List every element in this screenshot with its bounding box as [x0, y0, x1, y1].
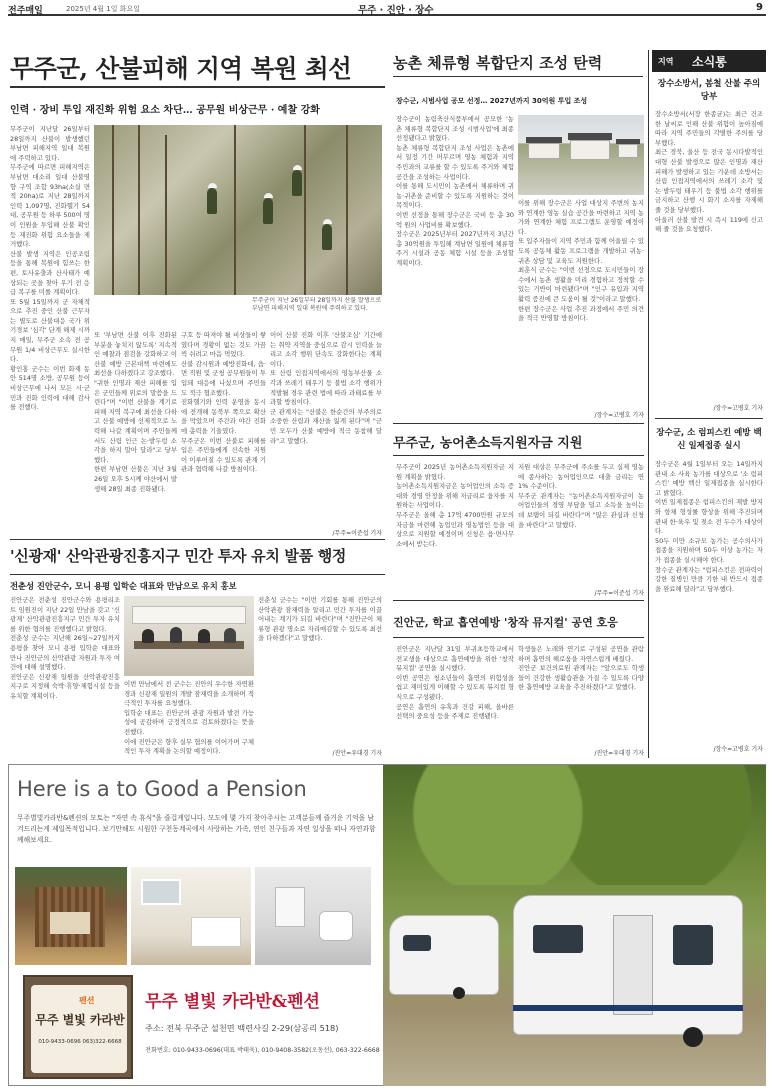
article-column: 이어 산불 진화 이후 '산불조심' 기간에는 취약 지역을 중심으로 감시 인력을 늘리고 소각 행위 단속도 강화한다는 계획이다. 또 산림 인접지역에서의 영농부산물 소각과 쓰레기 태우기 등 불법 소각 행위가 적발될 경우 관련 법에 따라 과태료를 부과할 방침이다. 군 관계자는 "산불은 한순간의 부주의로 소중한 산림과 재산을 잃게 된다"며 "군민 모두가 산불 예방에 적극 동참해 달라"고 말했다.	[270, 331, 382, 445]
article-byline: /진안=우대경 기자	[332, 750, 382, 757]
article-byline: /진안=우대경 기자	[594, 750, 644, 757]
article-column: 이를 위해 장수군은 사업 대상지 주변의 농지와 연계한 영농 실습 공간을 마련하고 지역 농가와 연계한 체험 프로그램도 운영할 예정이다. 또 입주자들이 지역 주민과 함께 어울릴 수 있도록 공동체 활동 프로그램을 개발하고 귀농·귀촌 상담 및 교육도 지원한다. 최훈식 군수는 "이번 선정으로 도시민들이 장수에서 농촌 생활을 미리 경험하고 정착할 수 있는 기반이 마련됐다"며 "인구 유입과 지역 활력 증진에 큰 도움이 될 것"이라고 말했다. 한편 장수군은 사업 추진 과정에서 주민 의견을 적극 반영할 방침이다.	[518, 199, 644, 323]
article-column: 지원 대상은 무주군에 주소를 두고 실제 영농에 종사하는 농어업인으로 대출 금리는 연 1% 수준이다. 무주군 관계자는 "농어촌소득지원자금이 농어업인들의 경영 부담을 덜고 소득을 높이는 데 보탬이 되길 바란다"며 "많은 관심과 신청을 바란다"고 말했다.	[518, 463, 644, 529]
headline-forest-fire: 무주군, 산불피해 지역 복원 최선	[10, 54, 352, 83]
pension-sign	[23, 975, 133, 1079]
headline-rule	[393, 637, 644, 638]
article-column: 진안군은 전춘성 진안군수와 용평리조트 임원진이 지난 22일 만남을 갖고 '신광재' 산악관광진흥지구 민간 투자 유치를 위한 협의를 진행했다고 밝혔다. 전춘성 군수는 지난해 26일~27일까지 용평을 찾아 모니 용평 입학순 대표와 만나 진안군의 산악관광 자원과 투자 여건에 대해 설명했다. 진안군은 신광재 일원을 산악관광진흥지구로 지정해 숙박·휴양·체험시설 등을 유치할 계획이다.	[10, 596, 120, 700]
article-byline: /무주=이준섭 기자	[594, 590, 644, 597]
headline-school-musical: 진안군, 학교 흡연예방 '창작 뮤지컬' 공연 호응	[393, 616, 618, 629]
section-divider	[393, 600, 644, 601]
bathroom-photo	[255, 867, 371, 965]
article-byline: /무주=이준섭 기자	[332, 530, 382, 537]
sign-small-text: 펜션	[79, 996, 95, 1005]
section-divider	[10, 539, 385, 540]
article-column: 무주군이 지난달 26일부터 28일까지 산불이 발생했던 부남면 피해지역 일대 복원에 주력하고 있다. 무주군에 따르면 피해지역은 부남면 대소리 일대 산불영향 구역 조합 93ha(소실 면적 20ha)로 지난 28일까지 인력 1,097명, 진화헬기 54대, 공무원 등 하루 500여 명이 인원을 투입해 산불 확인 등 재진화 위험 요소들을 제거했다. 산불 발생 지역은 인공조림 등을 통해 복원에 힘쓰는 한편, 토사유출과 산사태가 예상되는 곳을 찾아 우기 전 응급 복구를 미룰 계획이다. 또 5월 15일까지 군 자체적으로 추진 중인 산불 근무자는 별도로 산불대응 국가 위기경보 '심각' 단계 해제 시까지 매일, 무주군 소속 전 공무원 1/4 비상근무도 실시한다. 황인홍 군수는 이번 화재 동안 514명 소방, 공무원 등이 비상근무에 나서 모든 시·군민과 진화 인력에 대해 감사를 전했다.	[10, 125, 90, 412]
rural-complex-photo	[518, 115, 644, 195]
ad-phone: 전화번호: 010-9433-0696(대표 박태욱), 010-9408-3582(오동선), 063-322-6668	[145, 1047, 380, 1054]
sign-name: 무주 별빛 카라반	[35, 1013, 125, 1027]
newspaper-name: 전주매일	[8, 6, 43, 16]
headline-rule	[393, 455, 644, 456]
headline-rural-complex: 농촌 체류형 복합단지 조성 탄력	[393, 54, 603, 72]
article-byline: /장수=고병호 기자	[713, 405, 763, 412]
section-title: 무주 · 진안 · 장수	[358, 5, 434, 16]
caravan-photo	[383, 765, 766, 1086]
subheadline-rural-complex: 장수군, 시범사업 공모 선정… 2027년까지 30억원 투입 조성	[396, 97, 588, 105]
section-divider	[393, 423, 644, 424]
article-byline: /장수=고병호 기자	[713, 746, 763, 753]
ad-intro: 무주별빛카라반&펜션의 모토는 "자연 속 휴식"을 즐겁게입니다. 모도에 몇 가지 찾아주시는 고객분들께 즐거운 기억을 남겨드리는게 제일목적입니다. 보기만해도 시원한 구천동계곡에서 사랑하는 가족, 연인 친구들과 자연 일상을 떠나 자연과함께해보세요.	[17, 814, 376, 844]
headline-rule	[393, 76, 643, 77]
pension-advertisement	[8, 764, 766, 1086]
interior-photo	[131, 867, 251, 965]
article-byline: /장수=고병호 기자	[594, 412, 644, 419]
headline-rule	[10, 574, 385, 575]
forest-fire-photo	[94, 125, 382, 295]
page-header	[8, 0, 766, 16]
article-column: 이번 만남에서 전 군수는 진안의 우수한 자연환경과 신광재 일원의 개발 잠재력을 소개하며 적극적인 투자를 요청했다. 입학순 대표는 진안군의 관광 자원과 발전 가능성에 공감하며 긍정적으로 검토하겠다는 뜻을 전했다. 이에 진안군은 향후 실무 협의를 이어가며 구체적인 투자 계획을 논의할 예정이다.	[124, 680, 254, 756]
article-column: 학생들은 노래와 연기로 구성된 공연을 관람하며 흡연의 해로움을 자연스럽게 배웠다. 진안군 보건의료원 관계자는 "앞으로도 학생들이 건강한 생활습관을 가질 수 있도록 다양한 흡연예방 교육을 추진하겠다"고 말했다.	[518, 645, 644, 692]
article-column: 또 '부남면 산불 이후 진화된 부분을 놓치지 않도록' 지속적인 예찰과 점검을 강화하고 이 산불 예방 근본대책 마련에도 최선을 다하겠다고 강조했다. "귀한 인명과 재산 피해를 입은 군민들께 위로의 말씀을 드린다"며 "이번 산불을 계기로 피해 지역 복구에 최선을 다하고 산불 예방에 선제적으로 노력해 나갈 계획이며 주민들께서도 산림 인근 논·밭두렁 소각을 하지 말아 달라"고 당부했다. 한편 부남면 산불은 지난 3월 26일 오후 5시께 야산에서 발생해 28일 최종 진화됐다.	[94, 331, 177, 493]
sidebar-item-title: 장수소방서, 봄철 산불 주의 당부	[657, 79, 761, 102]
photo-caption: 무주군이 지난 26일부터 28일까지 산불 발생으로 부남면 피해지역 일대 복원에 주력하고 있다.	[252, 297, 382, 312]
sidebar-item-body: 장수군은 4월 1일부터 오는 14일까지 관내 소 사육 농가를 대상으로 '소 럼피스킨' 예방 백신 일제접종을 실시한다고 밝혔다. 이번 일제접종은 럼피스킨의 재발 방지와 항체 형성률 향상을 위해 추진되며 관내 한·육우 및 젖소 전 두수가 대상이다. 50두 미만 소규모 농가는 공수의사가 접종을 지원하며 50두 이상 농가는 자가 접종을 실시해야 한다. 장수군 관계자는 "럼피스킨은 전파력이 강한 질병인 만큼 기한 내 반드시 접종을 완료해 달라"고 당부했다.	[655, 460, 763, 593]
sign-phone: 010-9433-0696 063)322-6668	[38, 1039, 122, 1045]
ad-address: 주소: 전북 무주군 설천면 백련사길 2-29(삼공리 518)	[145, 1023, 339, 1033]
article-column: 전춘성 군수는 "이번 기회를 통해 진안군의 산악관광 잠재력을 알리고 민간 투자를 이끌어내는 계기가 되길 바란다"며 "진안군이 체류형 관광 명소로 자리매김할 수 있도록 최선을 다하겠다"고 말했다.	[258, 596, 382, 643]
sidebar-item-body: 장수소방서(서장 한종균)는 최근 건조한 날씨로 인해 산불 위험이 높아짐에 따라 지역 주민들의 각별한 주의를 당부했다. 최근 경북, 울산 등 전국 동시다발적인 대형 산불 발생으로 많은 인명과 재산 피해가 발생하고 있는 가운데 소방서는 산림 인접지역에서의 쓰레기 소각 및 논·밭두렁 태우기 등 불법 소각 행위를 금지하고 산행 시 화기 소지를 자제해 줄 것을 당부했다. 아울러 산불 발견 시 즉시 119에 신고해 줄 것을 요청했다.	[655, 110, 763, 234]
headline-rule	[10, 86, 385, 88]
article-column: 구호 등 따져야 될 비상들이 쌓였다며 경황이 없는 것도 가끔씩 쉬려고 마음 먹었다. 산불 감시원과 예방진화대, 읍·면 직원 및 군청 공무원들이 투입돼 대응에 나섰으며 주민들도 적극 협조했다. 진화헬기와 인력 운영을 동시에 전개해 동북부 쪽으로 확산을 막았으며 주간과 야간 진화에 총력을 기울였다. 무주군은 이번 산불로 피해를 입은 주민들에게 신속한 지원이 이루어질 수 있도록 관계 기관과 협력해 나갈 방침이다.	[181, 331, 266, 474]
page-number: 9	[756, 2, 763, 13]
ad-business-name: 무주 별빛 카라반&펜션	[145, 992, 320, 1012]
sidebar-header	[652, 50, 766, 72]
headline-rural-income: 무주군, 농어촌소득지원자금 지원	[393, 436, 583, 451]
meeting-photo	[124, 596, 254, 676]
article-column: 장수군이 농림축산식품부에서 공모한 '농촌 체류형 복합단지 조성 시범사업'에 최종 선정됐다고 밝혔다. 농촌 체류형 복합단지 조성 사업은 농촌에서 일정 기간 머무르며 영농 체험과 지역 주민과의 교류를 할 수 있도록 주거와 체험 공간을 조성하는 사업이다. 이를 통해 도시민이 농촌에서 체류하며 귀농·귀촌을 준비할 수 있도록 지원하는 것이 목적이다. 이번 선정을 통해 장수군은 국비 등 총 30억 원의 사업비를 확보했다. 장수군은 2025년부터 2027년까지 3년간 총 30억원을 투입해 계남면 일원에 체류형 주거 시설과 공동 체험 시설 등을 조성할 계획이다.	[396, 115, 514, 267]
subheadline-forest-fire: 인력 · 장비 투입 재진화 위험 요소 차단… 공무원 비상근무 · 예찰 강화	[10, 105, 320, 116]
sidebar-item-title: 장수군, 소 럼피스킨 예방 백신 일제접종 실시	[656, 428, 762, 451]
headline-tourism-investment: '신광재' 산악관광진흥지구 민간 투자 유치 발품 행정	[10, 547, 347, 565]
sidebar-item-divider	[655, 418, 763, 419]
cabin-photo	[15, 867, 127, 965]
ad-headline: Here is a to Good a Pension	[17, 777, 307, 801]
issue-date: 2025년 4월 1일 화요일	[66, 5, 140, 13]
sidebar-title: 소식통	[692, 55, 727, 69]
article-column: 진안군은 지난달 31일 부귀초등학교에서 전교생을 대상으로 흡연예방을 위한 '창작 뮤지컬' 공연을 실시했다. 이번 공연은 청소년들이 흡연의 위험성을 쉽고 재미있게 이해할 수 있도록 뮤지컬 형식으로 구성됐다. 공연은 흡연의 유혹과 건강 피해, 올바른 선택의 중요성 등을 주제로 진행됐다.	[396, 645, 514, 721]
article-column: 무주군이 2025년 농어촌소득지원자금 지원 계획을 밝혔다. 농어촌소득지원자금은 농어업인의 소득 증대와 경영 안정을 위해 저금리로 융자를 지원하는 사업이다. 무주군은 올해 총 17억 4700만원 규모의 자금을 마련해 농업인과 영농법인 등을 대상으로 지원할 예정이며 신청은 읍·면사무소에서 받는다.	[396, 463, 514, 548]
subheadline-tourism-investment: 전춘성 진안군수, 모니 용평 입학순 대표와 만남으로 유치 홍보	[10, 581, 237, 591]
sidebar-divider	[648, 50, 649, 758]
sidebar-label: 지역	[658, 57, 674, 66]
